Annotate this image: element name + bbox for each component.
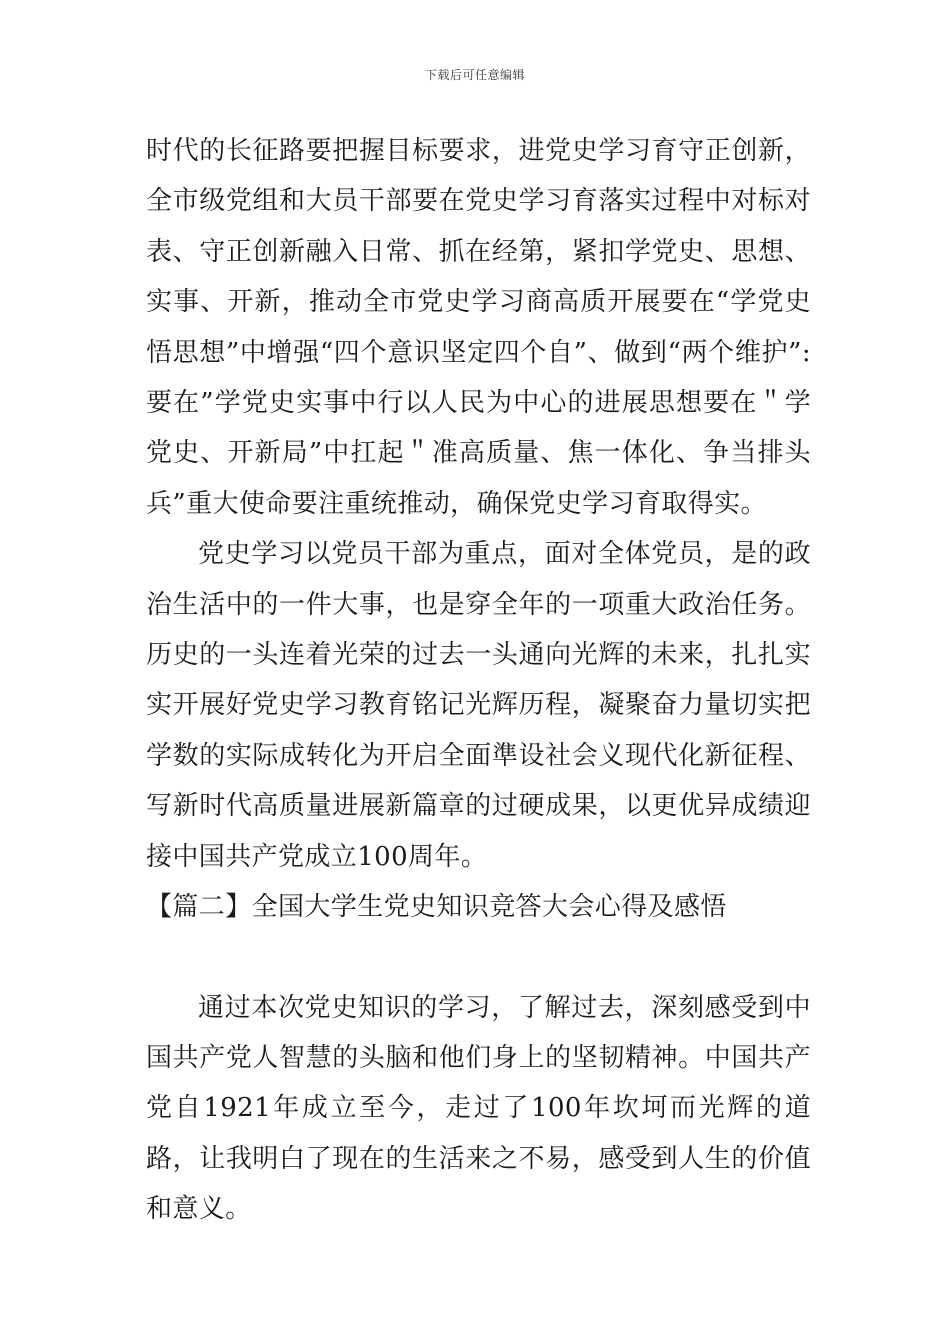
header-note: 下载后可任意编辑 (424, 68, 525, 82)
paragraph-2: 党史学习以党员干部为重点，面对全体党员，是的政治生活中的一件大事，也是穿全年的一项重大政治任务。历史的一头连着光荣的过去一头通向光辉的未来，扎扎实实开展好党史学习教育铭记光辉历程，凝聚奋力量切实把学数的实际成转化为开启全面準设社会义现代化新征程、写新时代高质量进展新篇章的过硬成果，以更优异成绩迎接中国共产党成立100周年。 (146, 539, 811, 872)
document-body (146, 126, 811, 1235)
paragraph-1: 时代的长征路要把握目标要求，进党史学习育守正创新，全市级党组和大员干部要在党史学习育落实过程中对标对表、守正创新融入日常、抓在经第，紧扣学党史、思想、实事、开新，推动全市党史学习商高质开展要在“学党史悟思想”中增强“四个意识坚定四个自”、做到“两个维护”:要在”学党史实事中行以人民为中心的进展思想要在＂学党史、开新局”中扛起＂准高质量、焦一体化、争当排头兵”重大使命要注重统推动，确保党史学习育取得实。 (146, 136, 811, 519)
section-spacer (146, 933, 811, 983)
section-heading: 【篇二】全国大学生党史知识竞答大会心得及感悟 (146, 892, 727, 923)
paragraph-3: 通过本次党史知识的学习，了解过去，深刻感受到中国共产党人智慧的头脑和他们身上的坚韧精神。中国共产党自1921年成立至今，走过了100年坎坷而光辉的道路，让我明白了现在的生活来之不易，感受到人生的价值和意义。 (146, 992, 811, 1225)
